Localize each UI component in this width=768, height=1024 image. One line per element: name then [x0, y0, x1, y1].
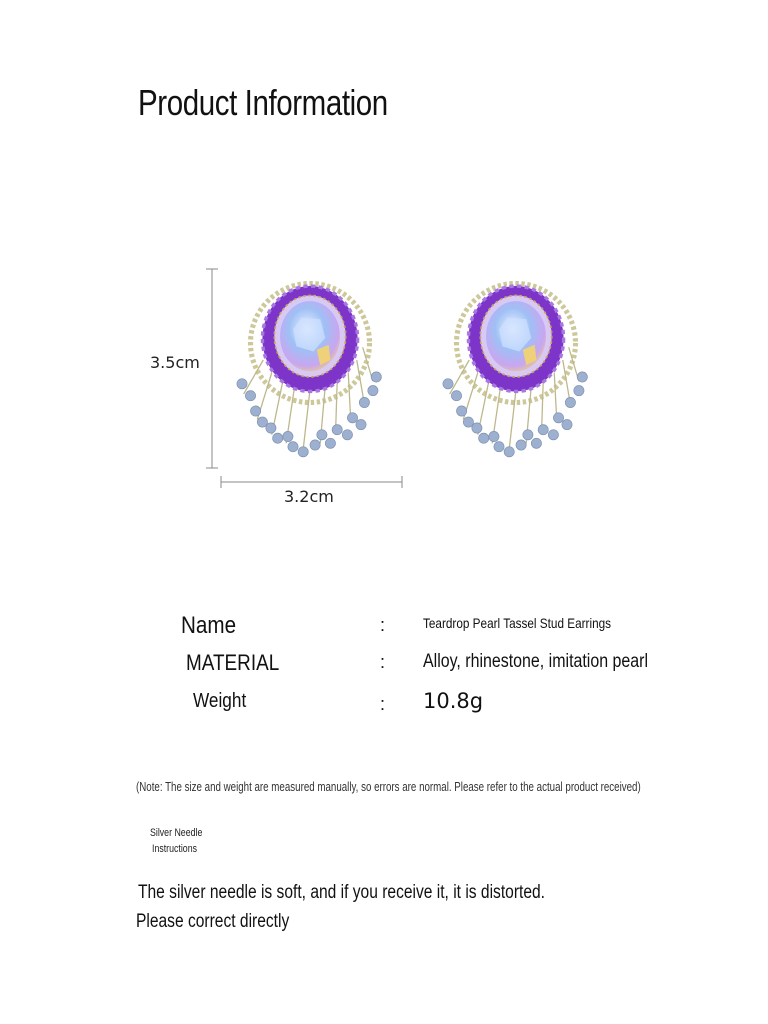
needle-heading-line: Silver Needle — [150, 827, 203, 839]
spec-row-material — [0, 650, 768, 680]
spec-row-name — [0, 612, 768, 642]
height-dimension-line — [206, 269, 218, 468]
earring-left — [237, 284, 382, 457]
spec-value: Alloy, rhinestone, imitation pearl — [423, 651, 649, 672]
spec-row-weight — [0, 690, 768, 720]
instruction-line: Please correct directly — [136, 911, 290, 932]
instruction-line: The silver needle is soft, and if you receive it, it is distorted. — [138, 882, 546, 903]
silver-needle-heading — [150, 825, 230, 857]
product-dimension-figure — [140, 255, 620, 515]
spec-value: Teardrop Pearl Tassel Stud Earrings — [423, 615, 612, 631]
spec-label: Weight — [193, 690, 247, 712]
width-label: 3.2cm — [284, 487, 334, 506]
spec-colon: : — [380, 694, 386, 714]
measurement-note: (Note: The size and weight are measured manually, so errors are normal. Please refer to the actual product received) — [136, 780, 641, 794]
earring-right — [443, 284, 588, 457]
spec-colon: : — [380, 652, 386, 672]
spec-colon: : — [380, 615, 386, 635]
spec-value: 10.8g — [423, 689, 484, 713]
height-label: 3.5cm — [150, 353, 200, 372]
spec-label: MATERIAL — [186, 650, 280, 675]
needle-heading-line: Instructions — [152, 843, 197, 855]
page-title: Product Information — [138, 82, 388, 123]
spec-label: Name — [181, 612, 237, 639]
